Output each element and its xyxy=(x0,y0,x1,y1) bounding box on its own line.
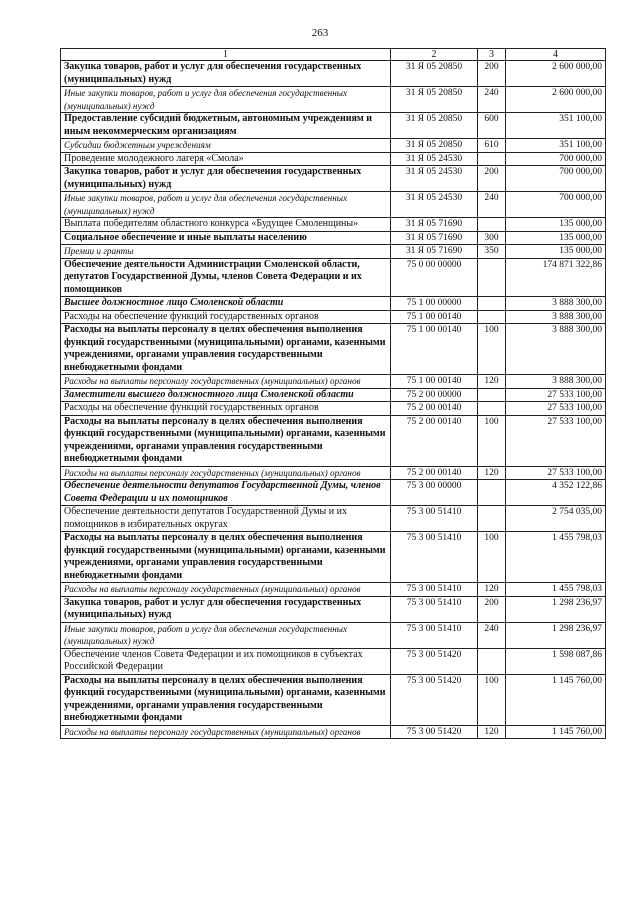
table-row xyxy=(61,218,606,232)
row-name-cell: Иные закупки товаров, работ и услуг для обеспечения государственных (муниципальных) нужд xyxy=(61,622,391,648)
row-code-cell: 75 3 00 51410 xyxy=(391,622,478,648)
row-name-cell: Предоставление субсидий бюджетным, автономным учреждениям и иным некоммерческим организациям xyxy=(61,113,391,139)
row-amount-cell: 27 533 100,00 xyxy=(506,466,606,480)
row-type-cell xyxy=(478,310,506,324)
table-row xyxy=(61,506,606,532)
row-amount-cell: 1 298 236,97 xyxy=(506,622,606,648)
table-row xyxy=(61,113,606,139)
row-name-cell: Обеспечение деятельности депутатов Государственной Думы и их помощников в избирательных округах xyxy=(61,506,391,532)
row-type-cell: 200 xyxy=(478,61,506,87)
row-name-cell: Расходы на выплаты персоналу в целях обеспечения выполнения функций государственными (муниципальными) органами, казенными учреждениями, органами управления государственными внебюджетными фондами xyxy=(61,324,391,375)
row-type-cell: 600 xyxy=(478,113,506,139)
table-row xyxy=(61,297,606,311)
row-amount-cell: 3 888 300,00 xyxy=(506,324,606,375)
row-type-cell: 200 xyxy=(478,166,506,192)
row-type-cell xyxy=(478,152,506,166)
row-code-cell: 31 Я 05 20850 xyxy=(391,61,478,87)
budget-table xyxy=(60,48,606,739)
row-code-cell: 75 3 00 51420 xyxy=(391,674,478,725)
row-amount-cell: 2 600 000,00 xyxy=(506,61,606,87)
header-name-column: 1 xyxy=(61,49,391,61)
row-amount-cell: 135 000,00 xyxy=(506,218,606,232)
row-name-cell: Иные закупки товаров, работ и услуг для обеспечения государственных (муниципальных) нужд xyxy=(61,87,391,113)
row-type-cell xyxy=(478,402,506,416)
header-type-column: 3 xyxy=(478,49,506,61)
row-code-cell: 31 Я 05 71690 xyxy=(391,245,478,259)
row-name-cell: Расходы на выплаты персоналу в целях обеспечения выполнения функций государственными (муниципальными) органами, казенными учреждениями, органами управления государственными внебюджетными фондами xyxy=(61,674,391,725)
table-row xyxy=(61,375,606,389)
table-row xyxy=(61,139,606,153)
row-code-cell: 75 3 00 00000 xyxy=(391,480,478,506)
table-row xyxy=(61,583,606,597)
row-name-cell: Обеспечение членов Совета Федерации и их помощников в субъектах Российской Федерации xyxy=(61,648,391,674)
row-type-cell: 100 xyxy=(478,674,506,725)
table-row xyxy=(61,166,606,192)
row-type-cell: 120 xyxy=(478,375,506,389)
row-amount-cell: 700 000,00 xyxy=(506,152,606,166)
row-amount-cell: 4 352 122,86 xyxy=(506,480,606,506)
row-name-cell: Иные закупки товаров, работ и услуг для обеспечения государственных (муниципальных) нужд xyxy=(61,192,391,218)
row-name-cell: Проведение молодежного лагеря «Смола» xyxy=(61,152,391,166)
row-amount-cell: 27 533 100,00 xyxy=(506,388,606,402)
row-type-cell: 100 xyxy=(478,415,506,466)
row-amount-cell: 135 000,00 xyxy=(506,245,606,259)
table-row xyxy=(61,388,606,402)
row-amount-cell: 27 533 100,00 xyxy=(506,415,606,466)
row-code-cell: 31 Я 05 20850 xyxy=(391,139,478,153)
row-name-cell: Субсидии бюджетным учреждениям xyxy=(61,139,391,153)
row-amount-cell: 1 455 798,03 xyxy=(506,583,606,597)
row-type-cell xyxy=(478,648,506,674)
row-code-cell: 75 3 00 51410 xyxy=(391,506,478,532)
table-row xyxy=(61,532,606,583)
table-row xyxy=(61,725,606,739)
table-row xyxy=(61,87,606,113)
table-row xyxy=(61,674,606,725)
row-code-cell: 31 Я 05 20850 xyxy=(391,113,478,139)
row-type-cell xyxy=(478,480,506,506)
row-name-cell: Расходы на выплаты персоналу государственных (муниципальных) органов xyxy=(61,466,391,480)
row-amount-cell: 1 598 087,86 xyxy=(506,648,606,674)
row-name-cell: Расходы на выплаты персоналу государственных (муниципальных) органов xyxy=(61,725,391,739)
row-name-cell: Социальное обеспечение и иные выплаты населению xyxy=(61,231,391,245)
row-type-cell: 350 xyxy=(478,245,506,259)
row-type-cell: 100 xyxy=(478,532,506,583)
row-code-cell: 75 3 00 51410 xyxy=(391,532,478,583)
table-row xyxy=(61,415,606,466)
row-name-cell: Расходы на выплаты персоналу в целях обеспечения выполнения функций государственными (муниципальными) органами, казенными учреждениями, органами управления государственными внебюджетными фондами xyxy=(61,532,391,583)
header-code-column: 2 xyxy=(391,49,478,61)
row-type-cell: 100 xyxy=(478,324,506,375)
row-code-cell: 31 Я 05 71690 xyxy=(391,218,478,232)
table-row xyxy=(61,648,606,674)
row-type-cell: 120 xyxy=(478,725,506,739)
row-name-cell: Выплата победителям областного конкурса «Будущее Смоленщины» xyxy=(61,218,391,232)
row-name-cell: Закупка товаров, работ и услуг для обеспечения государственных (муниципальных) нужд xyxy=(61,61,391,87)
table-row xyxy=(61,231,606,245)
row-amount-cell: 27 533 100,00 xyxy=(506,402,606,416)
row-type-cell: 610 xyxy=(478,139,506,153)
row-code-cell: 75 2 00 00000 xyxy=(391,388,478,402)
table-row xyxy=(61,310,606,324)
row-type-cell: 240 xyxy=(478,622,506,648)
row-code-cell: 31 Я 05 24530 xyxy=(391,166,478,192)
row-code-cell: 75 3 00 51410 xyxy=(391,583,478,597)
row-type-cell: 240 xyxy=(478,192,506,218)
table-row xyxy=(61,402,606,416)
row-amount-cell: 351 100,00 xyxy=(506,113,606,139)
row-amount-cell: 1 145 760,00 xyxy=(506,725,606,739)
table-row xyxy=(61,466,606,480)
table-header-row xyxy=(61,49,606,61)
row-code-cell: 75 3 00 51420 xyxy=(391,725,478,739)
row-code-cell: 75 1 00 00000 xyxy=(391,297,478,311)
table-row xyxy=(61,596,606,622)
table-row xyxy=(61,324,606,375)
row-code-cell: 75 2 00 00140 xyxy=(391,402,478,416)
row-name-cell: Закупка товаров, работ и услуг для обеспечения государственных (муниципальных) нужд xyxy=(61,166,391,192)
row-amount-cell: 2 600 000,00 xyxy=(506,87,606,113)
row-amount-cell: 3 888 300,00 xyxy=(506,297,606,311)
header-amount-column: 4 xyxy=(506,49,606,61)
row-code-cell: 75 2 00 00140 xyxy=(391,415,478,466)
row-amount-cell: 700 000,00 xyxy=(506,166,606,192)
row-amount-cell: 351 100,00 xyxy=(506,139,606,153)
row-type-cell xyxy=(478,218,506,232)
row-name-cell: Расходы на выплаты персоналу государственных (муниципальных) органов xyxy=(61,375,391,389)
row-type-cell xyxy=(478,388,506,402)
row-code-cell: 31 Я 05 24530 xyxy=(391,152,478,166)
row-code-cell: 31 Я 05 71690 xyxy=(391,231,478,245)
row-amount-cell: 174 871 322,86 xyxy=(506,258,606,297)
row-type-cell: 200 xyxy=(478,596,506,622)
table-row xyxy=(61,152,606,166)
table-row xyxy=(61,192,606,218)
row-type-cell: 240 xyxy=(478,87,506,113)
row-name-cell: Закупка товаров, работ и услуг для обеспечения государственных (муниципальных) нужд xyxy=(61,596,391,622)
row-name-cell: Обеспечение деятельности Администрации Смоленской области, депутатов Государственной Думы, членов Совета Федерации и их помощников xyxy=(61,258,391,297)
row-amount-cell: 700 000,00 xyxy=(506,192,606,218)
row-code-cell: 31 Я 05 20850 xyxy=(391,87,478,113)
row-amount-cell: 1 145 760,00 xyxy=(506,674,606,725)
row-amount-cell: 1 298 236,97 xyxy=(506,596,606,622)
row-type-cell xyxy=(478,258,506,297)
row-type-cell: 300 xyxy=(478,231,506,245)
row-name-cell: Расходы на обеспечение функций государственных органов xyxy=(61,402,391,416)
page-number: 263 xyxy=(311,27,329,39)
row-name-cell: Заместители высшего должностного лица Смоленской области xyxy=(61,388,391,402)
row-code-cell: 75 3 00 51410 xyxy=(391,596,478,622)
row-amount-cell: 2 754 035,00 xyxy=(506,506,606,532)
row-code-cell: 75 0 00 00000 xyxy=(391,258,478,297)
row-type-cell: 120 xyxy=(478,583,506,597)
row-code-cell: 75 3 00 51420 xyxy=(391,648,478,674)
row-amount-cell: 1 455 798,03 xyxy=(506,532,606,583)
row-name-cell: Высшее должностное лицо Смоленской области xyxy=(61,297,391,311)
row-name-cell: Расходы на выплаты персоналу государственных (муниципальных) органов xyxy=(61,583,391,597)
row-name-cell: Премии и гранты xyxy=(61,245,391,259)
row-code-cell: 75 1 00 00140 xyxy=(391,324,478,375)
row-type-cell: 120 xyxy=(478,466,506,480)
table-row xyxy=(61,258,606,297)
row-name-cell: Расходы на выплаты персоналу в целях обеспечения выполнения функций государственными (муниципальными) органами, казенными учреждениями, органами управления государственными внебюджетными фондами xyxy=(61,415,391,466)
row-code-cell: 75 1 00 00140 xyxy=(391,375,478,389)
row-type-cell xyxy=(478,506,506,532)
row-amount-cell: 135 000,00 xyxy=(506,231,606,245)
row-name-cell: Обеспечение деятельности депутатов Государственной Думы, членов Совета Федерации и их помощников xyxy=(61,480,391,506)
table-row xyxy=(61,61,606,87)
row-code-cell: 75 1 00 00140 xyxy=(391,310,478,324)
table-row xyxy=(61,245,606,259)
row-code-cell: 31 Я 05 24530 xyxy=(391,192,478,218)
row-amount-cell: 3 888 300,00 xyxy=(506,375,606,389)
table-row xyxy=(61,622,606,648)
row-amount-cell: 3 888 300,00 xyxy=(506,310,606,324)
row-type-cell xyxy=(478,297,506,311)
row-code-cell: 75 2 00 00140 xyxy=(391,466,478,480)
table-row xyxy=(61,480,606,506)
row-name-cell: Расходы на обеспечение функций государственных органов xyxy=(61,310,391,324)
